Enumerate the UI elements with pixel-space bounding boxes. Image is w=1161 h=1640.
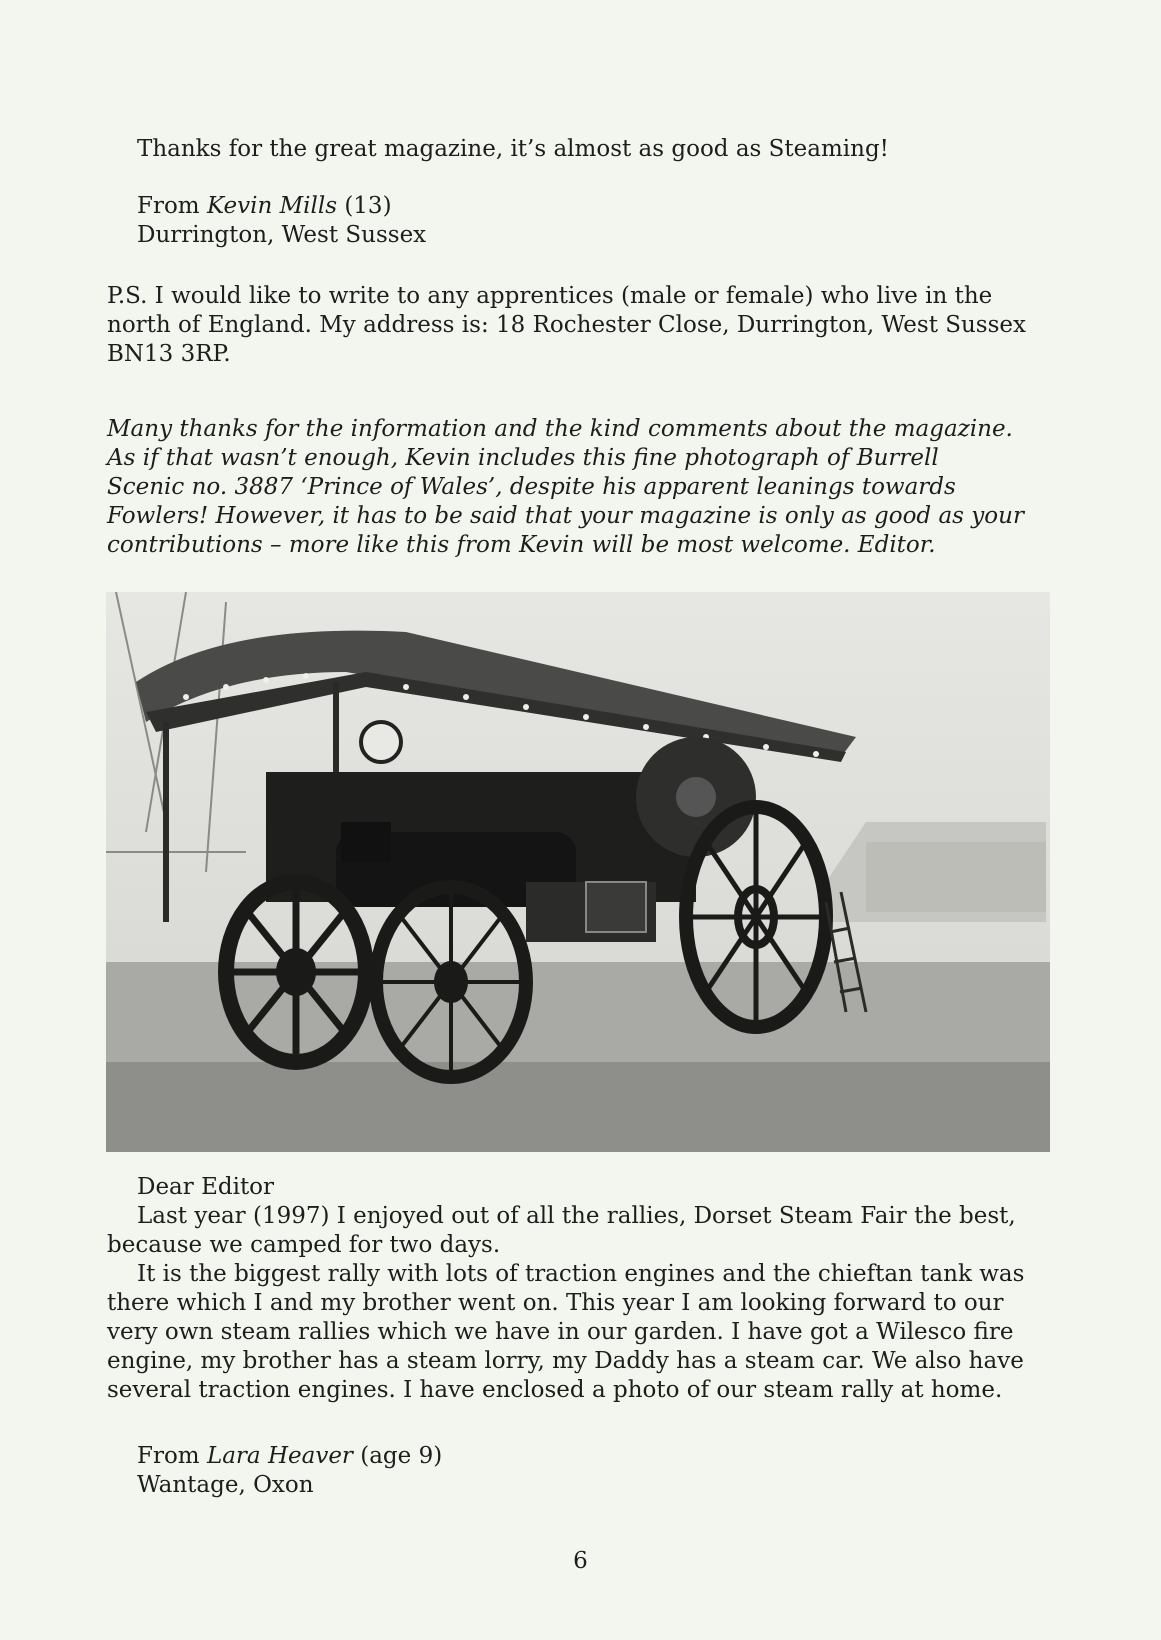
letter2-signature — [107, 1442, 1077, 1500]
letter1-line: Thanks for the great magazine, it’s almost as good as Steaming! — [137, 136, 889, 162]
ps-line: north of England. My address is: 18 Rochester Close, Durrington, West Sussex — [107, 312, 1027, 338]
body-line: several traction engines. I have enclosed a photo of our steam rally at home. — [107, 1377, 1003, 1403]
author-age: (13) — [344, 193, 392, 219]
editor-line: As if that wasn’t enough, Kevin includes this fine photograph of Burrell — [107, 445, 939, 471]
body-line: because we camped for two days. — [107, 1232, 501, 1258]
letter2-salutation — [107, 1173, 1077, 1202]
letter2-body — [107, 1202, 1047, 1405]
editor-line: contributions – more like this from Kevin will be most welcome. Editor. — [107, 532, 936, 558]
letter1-location: Durrington, West Sussex — [137, 222, 427, 248]
body-line: there which I and my brother went on. This year I am looking forward to our — [107, 1290, 1004, 1316]
author-age: (age 9) — [360, 1443, 443, 1469]
letter1-signature — [107, 192, 1077, 250]
letter1-postscript — [107, 282, 1047, 369]
traction-engine-photo — [106, 592, 1050, 1152]
body-line: very own steam rallies which we have in our garden. I have got a Wilesco fire — [107, 1319, 1014, 1345]
ps-line: P.S. I would like to write to any apprentices (male or female) who live in the — [107, 283, 993, 309]
letter1-closing — [107, 135, 1077, 164]
body-line: Last year (1997) I enjoyed out of all the rallies, Dorset Steam Fair the best, — [137, 1203, 1016, 1229]
ps-line: BN13 3RP. — [107, 341, 231, 367]
editor-line: Fowlers! However, it has to be said that your magazine is only as good as your — [107, 503, 1024, 529]
letter2-location: Wantage, Oxon — [137, 1472, 314, 1498]
author-name: Kevin Mills — [206, 193, 338, 219]
body-line: It is the biggest rally with lots of traction engines and the chieftan tank was — [137, 1261, 1025, 1287]
from-prefix: From — [137, 1443, 200, 1469]
author-name: Lara Heaver — [206, 1443, 353, 1469]
page-number: 6 — [573, 1548, 588, 1574]
editor-line: Many thanks for the information and the kind comments about the magazine. — [107, 416, 1013, 442]
salutation: Dear Editor — [137, 1174, 275, 1200]
letter1-from — [137, 192, 1077, 221]
body-line: engine, my brother has a steam lorry, my Daddy has a steam car. We also have — [107, 1348, 1024, 1374]
editor-reply — [107, 415, 1047, 560]
from-prefix: From — [137, 193, 200, 219]
letter2-from — [137, 1442, 1077, 1471]
editor-line: Scenic no. 3887 ‘Prince of Wales’, despite his apparent leanings towards — [107, 474, 956, 500]
